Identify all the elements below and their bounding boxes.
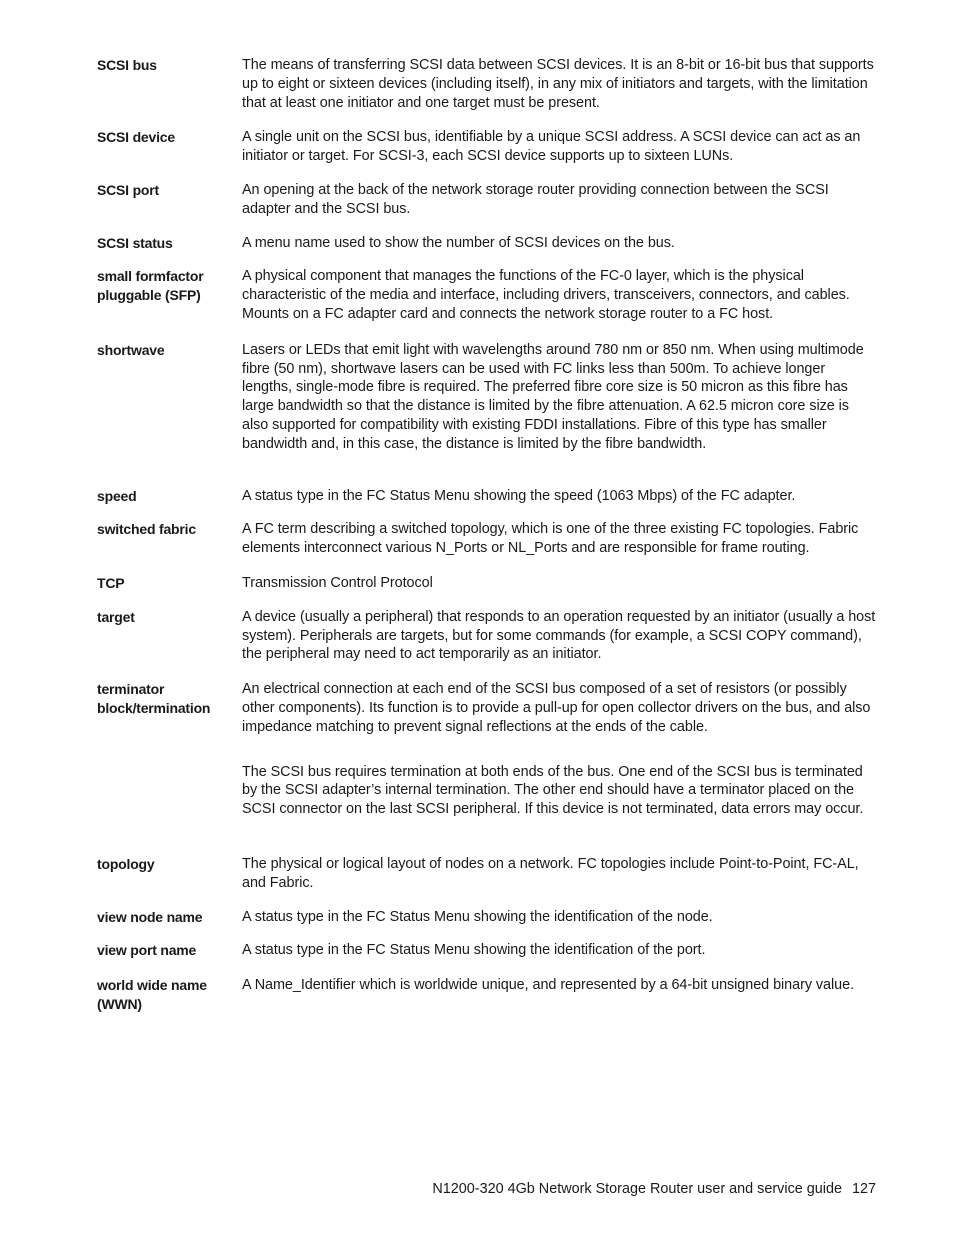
glossary-term: SCSI device [97, 129, 175, 146]
glossary-list [97, 56, 877, 1014]
glossary-term: TCP [97, 574, 125, 591]
page-footer [432, 1180, 876, 1198]
glossary-entry [97, 128, 877, 166]
glossary-term: view port name [97, 942, 197, 959]
glossary-definition: The SCSI bus requires termination at both ends of the bus. One end of the SCSI bus is terminated by the SCSI adapter’s internal termination. The other end should have a terminator placed on the SCSI connector on the last SCSI peripheral. If this device is not terminated, data errors may occur. [242, 763, 864, 818]
glossary-term: target [97, 608, 135, 625]
glossary-term: small formfactor pluggable (SFP) [97, 268, 204, 304]
glossary-term: SCSI bus [97, 57, 157, 73]
glossary-definition: An electrical connection at each end of the SCSI bus composed of a set of resistors (or possibly other components). Its function is to provide a pull-up for open collector drivers on the bus, and also impedance matching to prevent signal reflections at the ends of the cable. [242, 681, 871, 735]
glossary-definition: A Name_Identifier which is worldwide unique, and represented by a 64-bit unsigned binary value. [242, 977, 855, 994]
glossary-definition: Lasers or LEDs that emit light with wavelengths around 780 nm or 850 nm. When using multimode fibre (50 nm), shortwave lasers can be used with FC links less than 500m. To achieve longer lengths, single-mode fibre is required. The preferred fibre core size is 50 micron as this fibre has large bandwidth so that the distance is limited by the fibre attenuation. A 62.5 micron core size is also supported for compatibility with existing FDDI installations. Fibre of this type has smaller bandwidth and, in this case, the distance is limited by the fibre bandwidth. [242, 341, 864, 452]
glossary-entry [97, 680, 877, 819]
glossary-entry [97, 976, 877, 1014]
glossary-entry [97, 181, 877, 219]
glossary-definition: An opening at the back of the network storage router providing connection between the SCSI adapter and the SCSI bus. [242, 181, 829, 217]
page-number: 127 [851, 1181, 876, 1197]
glossary-definition: A device (usually a peripheral) that responds to an operation requested by an initiator (usually a host system). Peripherals are targets, but for some commands (for example, a SCSI COPY command), the peripheral may need to act temporarily as an initiator. [242, 608, 876, 663]
glossary-entry [97, 608, 877, 664]
glossary-definition: A status type in the FC Status Menu showing the identification of the port. [242, 942, 706, 959]
glossary-definition: A single unit on the SCSI bus, identifiable by a unique SCSI address. A SCSI device can act as an initiator or target. For SCSI-3, each SCSI device supports up to sixteen LUNs. [242, 129, 861, 165]
glossary-definition: A physical component that manages the functions of the FC-0 layer, which is the physical characteristic of the media and interface, including drivers, transceivers, connectors, and cables. Mounts on a FC adapter card and connects the network storage router to a FC host. [242, 268, 850, 322]
glossary-entry [97, 520, 877, 558]
glossary-definition: A status type in the FC Status Menu showing the identification of the node. [242, 908, 713, 925]
glossary-term: world wide name (WWN) [97, 977, 207, 1012]
glossary-definition: Transmission Control Protocol [242, 574, 433, 591]
glossary-term: speed [97, 487, 137, 504]
glossary-term: shortwave [97, 341, 165, 358]
glossary-definition: A FC term describing a switched topology, which is one of the three existing FC topologies. Fabric elements interconnect various N_Ports or NL_Ports and are responsible for frame routing. [242, 521, 859, 557]
glossary-entry [97, 855, 877, 893]
glossary-entry [97, 341, 877, 454]
glossary-entry [97, 56, 877, 112]
glossary-term: view node name [97, 908, 203, 925]
glossary-entry [97, 941, 877, 960]
document-title: N1200-320 4Gb Network Storage Router user and service guide [432, 1181, 842, 1197]
glossary-entry [97, 574, 877, 593]
glossary-term: SCSI port [97, 181, 159, 198]
glossary-term: topology [97, 855, 155, 872]
glossary-definition: The means of transferring SCSI data between SCSI devices. It is an 8-bit or 16-bit bus that supports up to eight or sixteen devices (including itself), in any mix of initiators and targets, with the limitation that at least one initiator and one target must be present. [242, 57, 874, 111]
glossary-definition: The physical or logical layout of nodes on a network. FC topologies include Point-to-Point, FC-AL, and Fabric. [242, 855, 859, 891]
glossary-entry [97, 908, 877, 927]
glossary-entry [97, 234, 877, 253]
glossary-term: terminator block/termination [97, 681, 211, 716]
glossary-definition: A status type in the FC Status Menu showing the speed (1063 Mbps) of the FC adapter. [242, 487, 796, 504]
glossary-entry [97, 487, 877, 506]
glossary-term: switched fabric [97, 521, 196, 538]
glossary-entry [97, 267, 877, 323]
glossary-term: SCSI status [97, 234, 173, 251]
glossary-definition: A menu name used to show the number of SCSI devices on the bus. [242, 234, 675, 251]
